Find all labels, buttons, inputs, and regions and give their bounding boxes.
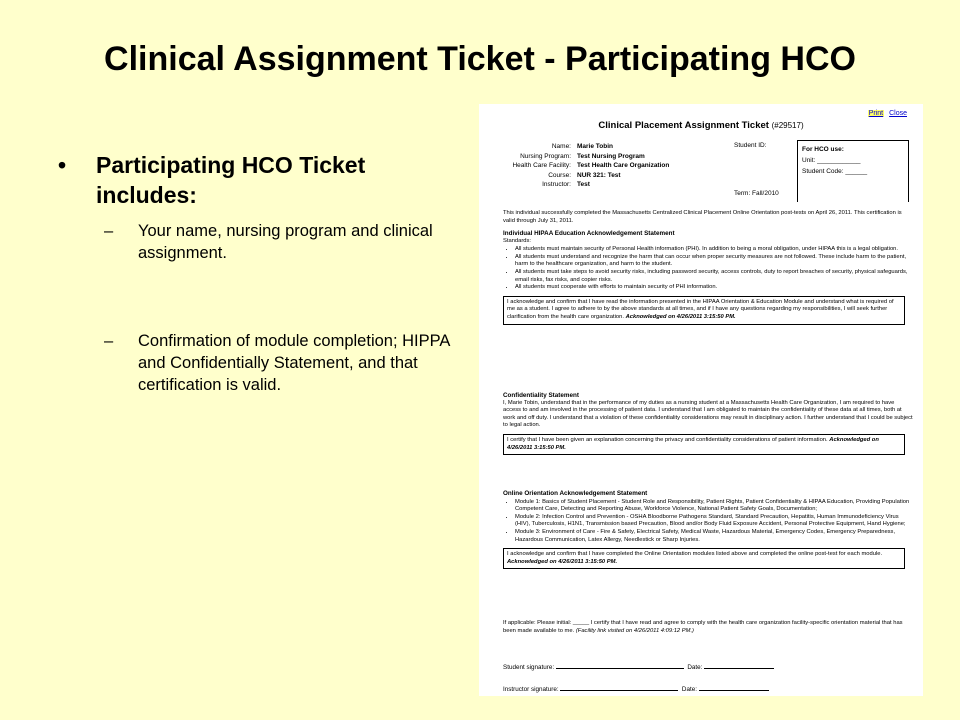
hco-use-box: [797, 140, 909, 202]
field-row: [499, 180, 669, 190]
hipaa-heading: Individual HIPAA Education Acknowledgement Statement: [503, 230, 675, 237]
hipaa-section: [503, 230, 913, 325]
student-id-label: Student ID:: [734, 142, 767, 149]
dash-glyph: –: [104, 332, 114, 350]
hco-heading: For HCO use:: [802, 146, 844, 153]
dash-glyph: –: [104, 222, 114, 240]
field-value: NUR 321: Test: [577, 171, 621, 179]
initial-stamp: (Facility link visited on 4/26/2011 4:09:12 PM.): [575, 627, 694, 634]
confidentiality-text: I, Marie Tobin, understand that in the performance of my duties as a nursing student at a Massachusetts Health Care Organization, I am required to have access to and am involved in the processing of patient data. I understand that I am obligated to maintain the confidentiality of these data at all times, both at work and off duty. I understand that a violation of these confidentiality considerations may result in disciplinary action. I further understand that I could be subject to legal action.: [503, 399, 913, 429]
ticket-fields: [499, 142, 669, 190]
student-signature-row: [503, 662, 774, 671]
main-bullet: [58, 150, 458, 210]
field-label: Instructor:: [542, 181, 571, 188]
hipaa-ack-text: I acknowledge and confirm that I have read the information presented in the HIPAA Orientation & Education Module and understand what is required of me as a student. I agree to adhere to by the above standards at all times, and if I have any questions regarding my responsibilities, I will seek further clarification from the health care organization.: [507, 298, 894, 320]
ticket-title: [479, 120, 923, 131]
close-link[interactable]: Close: [889, 110, 907, 117]
field-value: Marie Tobin: [577, 143, 613, 150]
sub-bullet-1: [58, 220, 458, 264]
date-label: Date:: [681, 686, 697, 693]
bullet-glyph: •: [58, 152, 67, 178]
standards-label: Standards:: [503, 237, 532, 244]
date-line: [699, 684, 769, 691]
field-label: Course:: [548, 171, 571, 179]
signature-line: [556, 662, 684, 669]
standard-item: • All students must cooperate with efforts to maintain security of PHI information.: [515, 284, 913, 292]
hipaa-ack-stamp: Acknowledged on 4/26/2011 3:15:50 PM.: [625, 313, 736, 320]
hipaa-ack-box: [503, 296, 905, 325]
module-item: • Module 2: Infection Control and Prevention - OSHA Bloodborne Pathogens Standard, Standard Precaution, Hepatitis, Human Immunodeficiency Virus (HIV), Tuberculosis, H1N1, Transmission based Precaution, Blood and/or Body Fluid Exposure Accident, Personal Protective Equipment, Hand Hygiene;: [515, 514, 913, 529]
field-label: Health Care Facility:: [512, 162, 571, 169]
date-label: Date:: [687, 664, 703, 671]
confidentiality-section: [503, 392, 913, 455]
standard-item: • All students must take steps to avoid security risks, including password security, access controls, duty to report breaches of security, physical safeguards, email risks, fax risks, and copier risks.: [515, 269, 913, 284]
field-value: Test Nursing Program: [577, 152, 645, 160]
field-label: Name:: [551, 143, 571, 150]
slide-title: Clinical Assignment Ticket - Participating HCO: [104, 40, 856, 78]
field-value: Test: [577, 181, 590, 188]
sub-bullet-1-text: Your name, nursing program and clinical assignment.: [138, 222, 433, 262]
online-ack-stamp: Acknowledged on 4/26/2011 3:15:50 PM.: [507, 558, 618, 565]
confidentiality-ack-stamp: Acknowledged on 4/26/2011 3:15:50 PM.: [507, 436, 879, 451]
field-row: [499, 161, 669, 171]
field-value: Test Health Care Organization: [577, 162, 670, 169]
online-ack-box: [503, 548, 905, 569]
orientation-note: This individual successfully completed the Massachusetts Centralized Clinical Placement Online Orientation post-tests on April 26, 2011. This certification is valid through July 31, 2011.: [503, 210, 902, 224]
ticket-title-text: Clinical Placement Assignment Ticket: [598, 120, 769, 131]
modules-list: [503, 499, 913, 545]
confidentiality-ack-box: [503, 434, 905, 455]
field-row: [499, 142, 669, 152]
field-label: Nursing Program:: [520, 152, 571, 160]
instructor-signature-row: [503, 684, 769, 693]
field-row: [499, 171, 669, 181]
confidentiality-heading: Confidentiality Statement: [503, 392, 579, 399]
bullet-list: [58, 150, 458, 396]
main-bullet-text: Participating HCO Ticket includes:: [96, 152, 366, 208]
standards-list: [503, 246, 913, 292]
sub-bullet-2-text: Confirmation of module completion; HIPPA and Confidentially Statement, and that certification is valid.: [138, 332, 450, 394]
ticket-document: [479, 104, 923, 696]
online-heading: Online Orientation Acknowledgement Statement: [503, 490, 648, 497]
instructor-signature-label: Instructor signature:: [503, 686, 559, 693]
ticket-number: (#29517): [771, 121, 804, 130]
student-signature-label: Student signature:: [503, 664, 555, 671]
date-line: [704, 662, 774, 669]
initial-section: [503, 620, 913, 635]
term-value: Term: Fall/2010: [734, 190, 779, 197]
module-item: • Module 3: Environment of Care - Fire & Safety, Electrical Safety, Medical Waste, Hazardous Material, Emergency Codes, Emergency Preparedness, Hazardous Communication, Latex Allergy, Needlestick or Sharp Injuries.: [515, 529, 913, 544]
signature-line: [560, 684, 678, 691]
hco-student-code: Student Code: ______: [802, 168, 868, 175]
field-row: [499, 152, 669, 162]
online-ack-text: I acknowledge and confirm that I have completed the Online Orientation modules listed above and completed the online post-test for each module.: [507, 551, 883, 558]
module-item: • Module 1: Basics of Student Placement - Student Role and Responsibility, Patient Rights, Patient Confidentiality & HIPAA Education, Providing Population Competent Care, Detecting and Reporting Abuse, Workforce Violence, National Patient Safety Goals, Documentation;: [515, 499, 913, 514]
print-link[interactable]: Print: [868, 110, 884, 117]
initial-text: If applicable: Please initial: _____ I certify that I have read and agree to comply with the health care organization facility-specific orientation material that has been made available to me.: [503, 620, 903, 634]
standard-item: • All students must maintain security of Personal Health information (PHI). In addition to being a moral obligation, under HIPAA this is a legal obligation.: [515, 246, 913, 254]
confidentiality-ack-text: I certify that I have been given an explanation concerning the privacy and confidentiality considerations of patient information.: [507, 436, 828, 443]
sub-bullet-2: [58, 330, 458, 396]
ticket-links: [865, 110, 907, 117]
standard-item: • All students must understand and recognize the harm that can occur when proper security measures are not followed. These include harm to the patient, harm to the healthcare organization, and harm to the student.: [515, 254, 913, 269]
hco-unit: Unit: ____________: [802, 157, 861, 164]
online-orientation-section: [503, 490, 913, 569]
